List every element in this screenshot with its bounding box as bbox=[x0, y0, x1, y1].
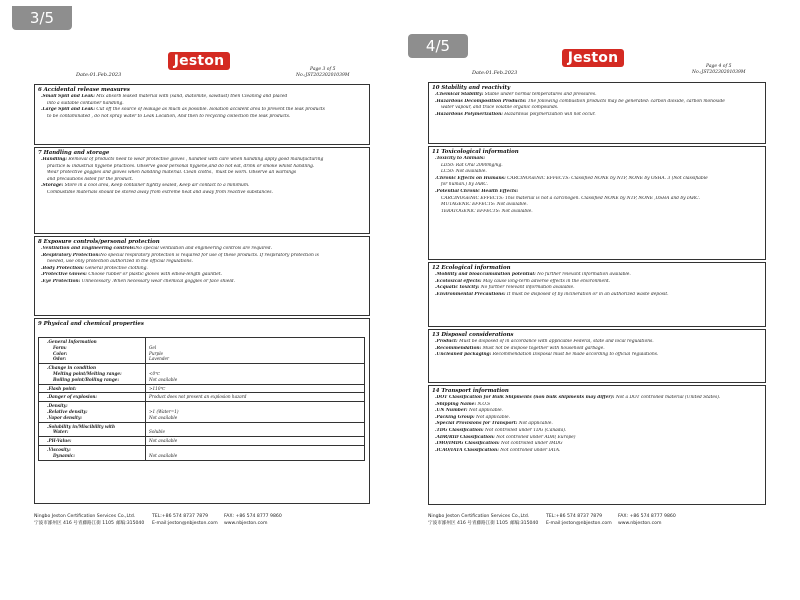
line-label: .DOT Classification for Bulk Shipments (non bulk shipments may differ): bbox=[435, 395, 615, 400]
line-label: .Chronic Effects on Humans: bbox=[435, 175, 506, 181]
line-label: .Respiratory Protection: bbox=[41, 252, 101, 258]
text-line bbox=[429, 421, 765, 428]
property-value: >1 (Water=1) bbox=[149, 408, 179, 414]
line-text: General protective clothing. bbox=[83, 265, 148, 271]
property-value: Not available bbox=[149, 438, 178, 444]
property-label: Water: bbox=[53, 429, 69, 435]
document-page-4 bbox=[400, 0, 800, 600]
text-line bbox=[429, 105, 765, 112]
text-line bbox=[429, 112, 765, 119]
text-line bbox=[35, 190, 369, 197]
line-text: CARCINOGENIC EFFECTS: Classified NONE by NTP, NONE by OSHA. 3 (Not classifiable bbox=[505, 175, 708, 181]
text-line bbox=[429, 92, 765, 99]
text-line bbox=[35, 272, 369, 279]
column-divider bbox=[145, 402, 146, 421]
section-11-lines bbox=[429, 156, 765, 215]
section-13-box bbox=[428, 329, 766, 383]
section-13-lines bbox=[429, 339, 765, 359]
line-label: .Packing Group: bbox=[435, 414, 475, 420]
text-line bbox=[429, 189, 765, 196]
text-line bbox=[429, 408, 765, 415]
footer-address: 宁波市鄙州区 416 号青藤路江街 1105 bbox=[34, 521, 114, 526]
property-label: .Change in condition bbox=[47, 365, 97, 371]
line-label: .Hazardous Decomposition Products: bbox=[435, 98, 527, 104]
text-line bbox=[429, 182, 765, 189]
line-text: Cut off the source of leakage as much as possible. Isolation accident area to prevent the leak products bbox=[94, 107, 325, 113]
section-12-box bbox=[428, 262, 766, 327]
jeston-logo: Jeston bbox=[168, 52, 230, 70]
text-line bbox=[35, 157, 369, 164]
line-label: .Ventilation and Engineering controls: bbox=[41, 246, 136, 251]
column-divider bbox=[145, 423, 146, 437]
section-title: 7 Handling and storage bbox=[38, 150, 110, 156]
text-line bbox=[35, 114, 369, 121]
section-title: 13 Disposal considerations bbox=[432, 332, 514, 338]
property-label: Odor: bbox=[53, 356, 67, 362]
property-value: <0℃ bbox=[149, 370, 160, 376]
line-label: .Ecotoxical effects: bbox=[435, 278, 482, 284]
text-line bbox=[429, 156, 765, 163]
line-text: Must be disposed of in accordance with applicable Federal, state and local regulations. bbox=[457, 339, 654, 344]
property-label: Melting point/Melting range: bbox=[53, 370, 122, 376]
text-line bbox=[35, 266, 369, 273]
property-value: >110℃ bbox=[149, 385, 166, 391]
line-text: CARCINOGENIC EFFECTS: This material is not a carcinogen. Classified NONE by NTP, NONE ,OSHA and by IARC. bbox=[441, 195, 700, 201]
property-label: .Density: bbox=[47, 403, 68, 409]
property-label: Form: bbox=[53, 344, 67, 350]
footer-tel: TEL:+86 574 8737 7879 bbox=[152, 514, 209, 519]
text-line bbox=[35, 183, 369, 190]
line-label: .ICAO/IATA Classification: bbox=[435, 447, 499, 453]
header-page-info bbox=[692, 64, 746, 75]
text-line bbox=[35, 259, 369, 266]
page-footer bbox=[428, 514, 768, 528]
page-counter-badge: 3/5 bbox=[12, 6, 72, 30]
line-text: Not controlled under IMDG bbox=[499, 441, 563, 447]
header-date: Date:01.Feb.2023 bbox=[472, 70, 518, 76]
property-label: .Solubility in/Miscibility with bbox=[47, 423, 116, 429]
column-divider bbox=[145, 338, 146, 363]
footer-fax: FAX: +86 574 8777 9860 bbox=[618, 514, 676, 519]
section-title: 8 Exposure controls/personal protection bbox=[38, 239, 160, 245]
line-text: for human.) by IARC. bbox=[441, 182, 489, 188]
text-line bbox=[35, 101, 369, 108]
line-label: .Mobility and bioaccumulation potential: bbox=[435, 272, 536, 277]
property-label: Color: bbox=[53, 350, 68, 356]
text-line bbox=[429, 169, 765, 176]
column-divider bbox=[145, 385, 146, 393]
line-label: .Protective Gloves: bbox=[41, 272, 87, 278]
text-line bbox=[429, 176, 765, 183]
properties-group bbox=[39, 385, 365, 394]
property-label: .Viscosity: bbox=[47, 446, 71, 452]
section-14-box bbox=[428, 385, 766, 505]
line-text: It must be disposed of by incineration or in an authorized waste deposit. bbox=[505, 291, 669, 297]
text-line bbox=[429, 202, 765, 209]
text-line bbox=[429, 209, 765, 216]
footer-email: E-mail:jeston@nbjeston.com bbox=[546, 521, 612, 526]
line-text: Wear protective goggles and gloves when handling material. Clean cloths、must be worn. Observe all warnings bbox=[47, 170, 297, 176]
line-text: into a suitable container handling. bbox=[47, 100, 124, 106]
line-text: Not controlled under IATA. bbox=[498, 447, 561, 453]
property-label: .PH-Value: bbox=[47, 438, 72, 444]
properties-group bbox=[39, 393, 365, 402]
text-line bbox=[429, 441, 765, 448]
line-label: .Acquatic toxicity: bbox=[435, 285, 480, 291]
line-text: Choose rubber or plastic gloves with elbow-length gauntlet. bbox=[86, 272, 223, 278]
text-line bbox=[429, 402, 765, 409]
text-line bbox=[429, 448, 765, 455]
section-6-lines bbox=[35, 94, 369, 120]
property-label: .General Information bbox=[47, 339, 97, 344]
line-text: Recommendation Disposal must be made according to official regulations. bbox=[491, 352, 659, 358]
line-text: No further relevant information available. bbox=[535, 272, 631, 277]
properties-group bbox=[39, 364, 365, 384]
line-label: .Chemical Stability: bbox=[435, 92, 484, 97]
line-text: Combustible materials should be stored away from extreme heat and away from reactive substances. bbox=[47, 189, 273, 195]
line-text: May cause long-term adverse effects in the environment. bbox=[481, 278, 611, 284]
text-line bbox=[429, 395, 765, 402]
line-label: .Large Spill and Leak: bbox=[41, 107, 95, 113]
text-line bbox=[429, 435, 765, 442]
footer-address: 宁波市鄙州区 416 号青藤路江街 1105 bbox=[428, 521, 508, 526]
line-text: Not a DOT controlled material (United States). bbox=[614, 395, 721, 400]
line-label: .Product: bbox=[435, 339, 458, 344]
property-value: Lavender bbox=[149, 356, 169, 362]
line-text: The following combustion products may be generated: carbon dioxide, carbon monoxide bbox=[526, 98, 725, 104]
text-line bbox=[429, 196, 765, 203]
text-line bbox=[35, 164, 369, 171]
line-label: .TDG Classification: bbox=[435, 427, 484, 433]
property-value: Product does not present an explosion hazard bbox=[149, 394, 247, 400]
line-text: Removal of products need to wear protective gloves , handled with care when handling apply good manufacturing bbox=[67, 157, 324, 162]
line-text: LD50: Rat Oral 2000mg/kg. bbox=[441, 162, 503, 168]
page-counter-badge: 4/5 bbox=[408, 34, 468, 58]
text-line bbox=[35, 246, 369, 253]
line-text: No special respiratory protection is required for use of these products. If respiratory protection is bbox=[100, 252, 319, 258]
properties-group bbox=[39, 338, 365, 364]
properties-group bbox=[39, 402, 365, 422]
property-label: .Relative density: bbox=[47, 408, 88, 414]
line-label: .Shipping Name: bbox=[435, 401, 477, 407]
footer-postcode: 邮编:315040 bbox=[510, 521, 539, 526]
footer-web: www.nbjeston.com bbox=[618, 521, 662, 526]
line-text: Not controlled under TDG (Canada). bbox=[483, 427, 567, 433]
text-line bbox=[35, 279, 369, 286]
text-line bbox=[429, 339, 765, 346]
line-text: Hazardous polymerization will not occur. bbox=[502, 111, 596, 117]
line-text: water vapour, and trace volatile organic compounds. bbox=[441, 105, 559, 111]
property-label: .Vapor density: bbox=[47, 414, 82, 420]
line-text: No special ventilation and engineering controls are required. bbox=[135, 246, 273, 251]
line-text: No further relevant information available. bbox=[479, 285, 575, 291]
line-text: Not controlled under ADR( Europe) bbox=[494, 434, 576, 440]
footer-company: Ningbo Jeston Certification Services Co.,Ltd. bbox=[34, 514, 136, 519]
properties-table bbox=[38, 337, 365, 461]
section-8-box bbox=[34, 236, 370, 316]
property-label: .Danger of explosion: bbox=[47, 394, 97, 400]
column-divider bbox=[145, 437, 146, 445]
text-line bbox=[35, 94, 369, 101]
section-11-box bbox=[428, 146, 766, 260]
text-line bbox=[429, 428, 765, 435]
line-label: .Body Protection: bbox=[41, 265, 84, 271]
property-value: Not available bbox=[149, 376, 178, 382]
line-text: MUTAGENIC EFFECTS: Not available. bbox=[441, 202, 528, 208]
text-line bbox=[429, 285, 765, 292]
text-line bbox=[429, 279, 765, 286]
line-text: Mix absorb leaked material with (sand, diatomite, sawdust) then Cleaning and placed bbox=[94, 94, 288, 99]
line-text: LC50: Not available. bbox=[441, 169, 487, 175]
line-text: Not applicable. bbox=[474, 414, 510, 420]
footer-company: Ningbo Jeston Certification Services Co.,Ltd. bbox=[428, 514, 530, 519]
property-label: .Flash point: bbox=[47, 385, 77, 391]
line-text: practice & industrial hygiene practices. Observe good personal hygiene,and do not eat, drink or smoke whilst handling. bbox=[47, 163, 315, 169]
line-label: .Recommendation: bbox=[435, 345, 482, 351]
properties-group bbox=[39, 437, 365, 446]
line-text: to be contaminated , do not spray water to Leak Location, And then to recycling collection the leak products. bbox=[47, 113, 291, 119]
line-text: Unnecessary .When necessary wear chemical goggles or face shield. bbox=[80, 278, 235, 284]
header-document-number: No.:JST20230201039M bbox=[692, 69, 746, 75]
property-value: Gel bbox=[149, 344, 157, 350]
text-line bbox=[35, 107, 369, 114]
page-footer bbox=[34, 514, 374, 528]
line-label: .IMO/IMDG Classification: bbox=[435, 441, 500, 447]
jeston-logo: Jeston bbox=[562, 49, 624, 67]
text-line bbox=[35, 253, 369, 260]
line-text: Not applicable. bbox=[467, 408, 503, 414]
section-10-box bbox=[428, 82, 766, 144]
line-text: and precautions listed for the product. bbox=[47, 176, 134, 182]
section-12-lines bbox=[429, 272, 765, 298]
line-label: .Small Spill and Leak: bbox=[41, 94, 95, 99]
property-value: Purple bbox=[149, 350, 164, 356]
property-value: Not available bbox=[149, 414, 178, 420]
footer-fax: FAX: +86 574 8777 9860 bbox=[224, 514, 282, 519]
header-date: Date:01.Feb.2023 bbox=[76, 72, 122, 78]
line-label: .Special Provisions for Transport: bbox=[435, 421, 518, 427]
line-label: .Potential Chronic Health Effects: bbox=[435, 188, 519, 194]
footer-email: E-mail:jeston@nbjeston.com bbox=[152, 521, 218, 526]
line-text: Stable under normal temperatures and pressures. bbox=[483, 92, 597, 97]
header-document-number: No.:JST20230201039M bbox=[296, 72, 350, 78]
column-divider bbox=[145, 446, 146, 460]
line-label: .ADR/RID Classification: bbox=[435, 434, 495, 440]
section-7-lines bbox=[35, 157, 369, 197]
properties-group bbox=[39, 423, 365, 438]
text-line bbox=[429, 272, 765, 279]
line-text: N.O.S bbox=[476, 401, 491, 407]
section-7-box bbox=[34, 147, 370, 234]
section-title: 10 Stability and reactivity bbox=[432, 85, 511, 91]
section-8-lines bbox=[35, 246, 369, 286]
header-page-number: Page 3 of 5 bbox=[310, 67, 336, 72]
line-text: needed, use only protection authorized in the official regulations. bbox=[47, 259, 193, 265]
line-label: .Handling: bbox=[41, 157, 68, 162]
section-title: 9 Physical and chemical properties bbox=[38, 321, 144, 327]
column-divider bbox=[145, 393, 146, 401]
line-text: Store in a cool area, Keep container tightly sealed, Keep air contact to a minimum. bbox=[63, 183, 250, 189]
section-10-lines bbox=[429, 92, 765, 118]
text-line bbox=[429, 99, 765, 106]
column-divider bbox=[145, 364, 146, 383]
header-page-info bbox=[296, 67, 350, 78]
section-title: 6 Accidental release measures bbox=[38, 87, 130, 93]
text-line bbox=[429, 292, 765, 299]
line-label: .Hazardous Polymerization: bbox=[435, 111, 503, 117]
line-label: .Eye Protection: bbox=[41, 278, 81, 284]
text-line bbox=[429, 415, 765, 422]
section-6-box bbox=[34, 84, 370, 145]
property-value: Not available bbox=[149, 452, 178, 458]
line-label: .UN Number: bbox=[435, 408, 468, 414]
section-title: 11 Toxicological information bbox=[432, 149, 519, 155]
property-label: Boiling point/Boiling range: bbox=[53, 376, 119, 382]
footer-tel: TEL:+86 574 8737 7879 bbox=[546, 514, 603, 519]
section-title: 14 Transport information bbox=[432, 388, 509, 394]
footer-web: www.nbjeston.com bbox=[224, 521, 268, 526]
properties-group bbox=[39, 446, 365, 461]
text-line bbox=[35, 170, 369, 177]
line-label: .Storage: bbox=[41, 183, 64, 189]
text-line bbox=[429, 163, 765, 170]
property-value: Soluble bbox=[149, 429, 165, 435]
line-text: Must not be dispose together with household garbage. bbox=[481, 345, 605, 351]
text-line bbox=[429, 352, 765, 359]
line-text: Not applicable. bbox=[517, 421, 553, 427]
line-text: TERATOGENIC EFFECTS: Not available. bbox=[441, 208, 533, 214]
line-label: .Uncleaned packaging: bbox=[435, 352, 492, 358]
text-line bbox=[35, 177, 369, 184]
property-label: Dynamic: bbox=[53, 452, 75, 458]
section-14-lines bbox=[429, 395, 765, 454]
line-label: .Environmental Precautions: bbox=[435, 291, 506, 297]
footer-postcode: 邮编:315040 bbox=[116, 521, 145, 526]
text-line bbox=[429, 346, 765, 353]
section-title: 12 Ecological information bbox=[432, 265, 511, 271]
line-label: .Toxicity to Animals: bbox=[435, 156, 485, 161]
header-page-number: Page 4 of 5 bbox=[706, 64, 732, 69]
